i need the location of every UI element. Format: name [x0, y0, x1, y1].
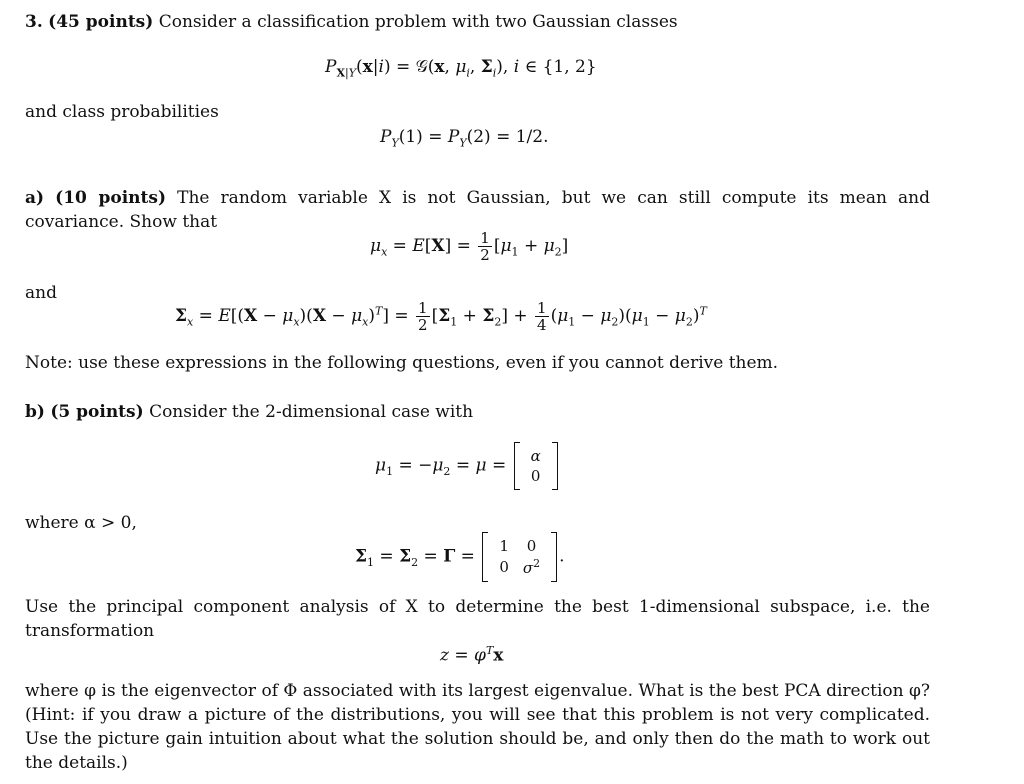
pca-paragraph: Use the principal component analysis of X to determine the best 1-dimensional subspace, i.e. the transformation [25, 597, 930, 641]
part-b-points: (5 points) [50, 402, 144, 422]
where-alpha: where α > 0, [25, 513, 137, 533]
problem-points: (45 points) [48, 12, 154, 32]
equation-priors: $P_Y(1) = P_Y(2) = 1/2$. [380, 127, 549, 150]
equation-covariance: $\Sigma_x = E[(X - \mu_x)(X - \mu_x)^T]$ = $\frac{1}{2}$ $[\Sigma_1 + \Sigma_2]$ + $\frac{1}{4}$ $(\mu_1 - \mu_2)(\mu_1 - \mu_2)^T$ [175, 299, 707, 334]
problem-header [25, 10, 678, 34]
problem-intro: Consider a classification problem with two Gaussian classes [158, 12, 678, 32]
part-a-points: (10 points) [55, 188, 166, 208]
where-phi-paragraph: where φ is the eigenvector of Φ associated with its largest eigenvalue. What is the best PCA direction φ? (Hint: if you draw a picture of the distributions, you will see that this problem is not very complicated. Use the picture gain intuition about what the solution should be, and only then do the math to work out the details.) [25, 681, 930, 773]
equation-class-conditional: $P_{X|Y}(x|i)$ = 𝒢(x, $\mu_i$, $\Sigma_i$), i ∈ {1, 2} [325, 57, 597, 80]
and-class-probabilities: and class probabilities [25, 102, 219, 122]
mu-matrix: α 0 [512, 446, 560, 486]
equation-sigma-matrix: $\Sigma_1 = \Sigma_2 = \Gamma$ = 1 0 0 $\sigma^2$ . [355, 537, 565, 577]
part-a-text: The random variable X is not Gaussian, but we can still compute its mean and covariance. Show that [25, 188, 931, 232]
equation-transformation: $z = \varphi^Tx$ [440, 644, 504, 666]
part-a-label: a) [25, 188, 45, 208]
problem-number: 3. [25, 12, 43, 32]
equation-mu-vector: $\mu_1 = -\mu_2 = \mu$ = α 0 [375, 446, 560, 486]
part-a-note: Note: use these expressions in the following questions, even if you cannot derive them. [25, 353, 779, 373]
part-a-paragraph [25, 186, 930, 234]
part-b-intro: Consider the 2-dimensional case with [149, 402, 474, 422]
part-b-header [25, 400, 473, 424]
part-a-and: and [25, 283, 57, 303]
gamma-matrix: 1 0 0 $\sigma^2$ [480, 536, 559, 578]
part-b-label: b) [25, 402, 45, 422]
equation-mean: $\mu_x = E[X]$ = $\frac{1}{2}$ $[\mu_1 + \mu_2]$ [370, 229, 569, 264]
